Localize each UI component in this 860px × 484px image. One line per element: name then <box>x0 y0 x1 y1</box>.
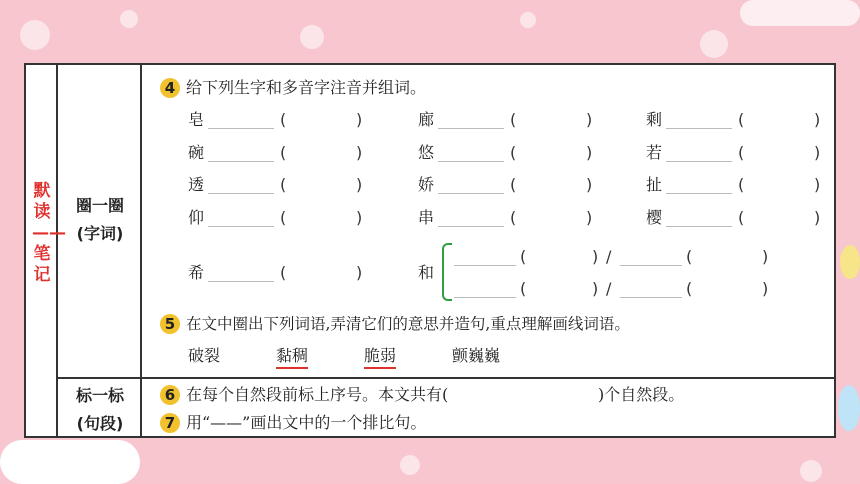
slash: / <box>606 247 612 266</box>
question-number-6: 6 <box>160 385 180 405</box>
pinyin-blank[interactable] <box>208 161 274 162</box>
question-number-4: 4 <box>160 78 180 98</box>
q4-char: 樱 <box>646 208 663 227</box>
paren-open: ( <box>520 247 527 266</box>
pinyin-blank[interactable] <box>454 265 516 266</box>
notes-table <box>24 63 836 438</box>
paren-open: ( <box>510 143 517 162</box>
pinyin-blank[interactable] <box>620 265 682 266</box>
q4-char: 剩 <box>646 110 663 129</box>
pinyin-blank[interactable] <box>438 161 504 162</box>
q5-word-underlined: 脆弱 <box>364 345 396 369</box>
section1-label-line2: (字词) <box>76 224 124 243</box>
paren-close: ) <box>592 247 599 266</box>
q5-word: 颤巍巍 <box>452 346 501 365</box>
pinyin-blank[interactable] <box>666 161 732 162</box>
paren-open: ( <box>738 143 745 162</box>
paren-open: ( <box>738 208 745 227</box>
paren-close: ) <box>762 279 769 298</box>
label-column <box>58 65 142 436</box>
section2-label-line1: 标一标 <box>75 386 124 405</box>
row-divider <box>58 377 834 379</box>
question-number-7: 7 <box>160 413 180 433</box>
pinyin-blank[interactable] <box>666 193 732 194</box>
paren-close: ) <box>814 175 821 194</box>
q5-word-underlined: 黏稠 <box>276 345 308 369</box>
paren-close: ) <box>356 263 363 282</box>
brace <box>442 243 452 301</box>
paren-close: ) <box>586 143 593 162</box>
section1-label-line1: 圈一圈 <box>75 196 124 215</box>
q4-char: 悠 <box>418 143 435 162</box>
q4-char: 透 <box>188 175 205 194</box>
q6-instruction-a: 在每个自然段前标上序号。本文共有( <box>186 385 449 404</box>
q4-char: 串 <box>418 208 435 227</box>
pinyin-blank[interactable] <box>208 128 274 129</box>
paren-open: ( <box>280 143 287 162</box>
side-label: 默读——笔记 <box>32 181 66 285</box>
paren-close: ) <box>592 279 599 298</box>
pinyin-blank[interactable] <box>620 297 682 298</box>
paren-close: ) <box>814 143 821 162</box>
paren-close: ) <box>814 208 821 227</box>
q4-char: 希 <box>188 263 205 282</box>
paren-close: ) <box>356 208 363 227</box>
pinyin-blank[interactable] <box>208 226 274 227</box>
q7-instruction: 用“——”画出文中的一个排比句。 <box>186 413 427 432</box>
q4-char: 和 <box>418 263 435 282</box>
paren-close: ) <box>356 175 363 194</box>
pinyin-blank[interactable] <box>666 128 732 129</box>
q5-word: 破裂 <box>188 346 221 365</box>
cloud-decoration <box>740 0 860 26</box>
q4-instruction: 给下列生字和多音字注音并组词。 <box>186 78 427 97</box>
pinyin-blank[interactable] <box>454 297 516 298</box>
pinyin-blank[interactable] <box>438 128 504 129</box>
paren-close: ) <box>586 110 593 129</box>
side-column <box>26 65 66 436</box>
q4-char: 娇 <box>418 175 435 194</box>
pinyin-blank[interactable] <box>208 193 274 194</box>
pinyin-blank[interactable] <box>438 193 504 194</box>
paren-close: ) <box>586 175 593 194</box>
paren-open: ( <box>280 208 287 227</box>
q4-char: 仰 <box>188 208 205 227</box>
balloon-decoration <box>838 385 860 431</box>
pinyin-blank[interactable] <box>208 281 274 282</box>
paren-open: ( <box>686 247 693 266</box>
paren-close: ) <box>356 143 363 162</box>
section2-label-line2: (句段) <box>76 414 124 433</box>
q4-char: 皂 <box>188 110 205 129</box>
paren-open: ( <box>280 263 287 282</box>
pinyin-blank[interactable] <box>666 226 732 227</box>
q6-instruction-b: )个自然段。 <box>598 385 685 404</box>
paren-open: ( <box>280 110 287 129</box>
paren-open: ( <box>686 279 693 298</box>
q4-char: 碗 <box>188 143 205 162</box>
q5-instruction: 在文中圈出下列词语,弄清它们的意思并造句,重点理解画线词语。 <box>186 315 630 333</box>
paren-open: ( <box>510 175 517 194</box>
paren-close: ) <box>356 110 363 129</box>
paren-open: ( <box>280 175 287 194</box>
slash: / <box>606 279 612 298</box>
answer-blank[interactable] <box>564 405 598 406</box>
paren-open: ( <box>738 110 745 129</box>
pinyin-blank[interactable] <box>438 226 504 227</box>
balloon-decoration <box>840 245 860 279</box>
paren-close: ) <box>814 110 821 129</box>
paren-open: ( <box>510 208 517 227</box>
q4-char: 若 <box>646 143 663 162</box>
q4-char: 扯 <box>646 175 663 194</box>
paren-open: ( <box>520 279 527 298</box>
paren-open: ( <box>738 175 745 194</box>
q4-char: 廊 <box>418 110 435 129</box>
paren-open: ( <box>510 110 517 129</box>
question-number-5: 5 <box>160 314 180 334</box>
paren-close: ) <box>762 247 769 266</box>
paren-close: ) <box>586 208 593 227</box>
cloud-decoration <box>0 440 140 484</box>
